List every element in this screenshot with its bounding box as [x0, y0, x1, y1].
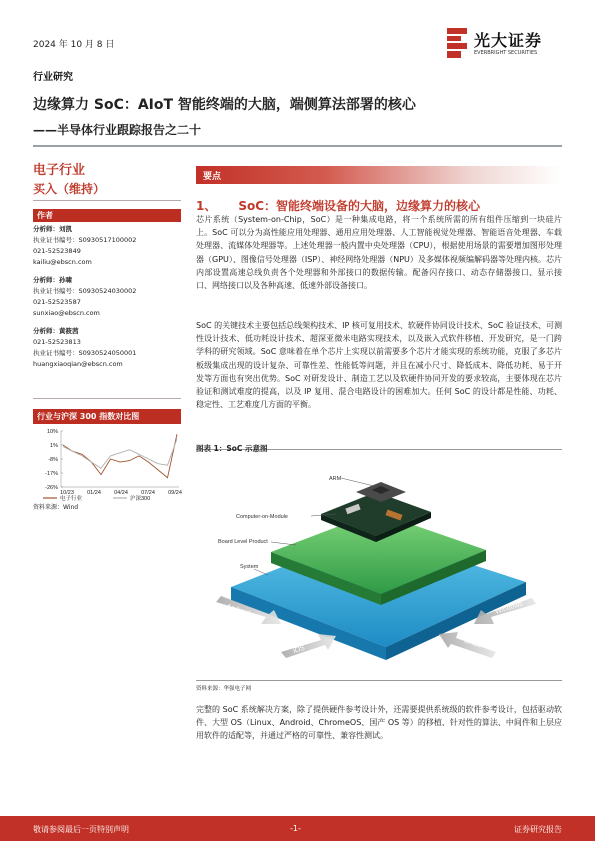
y-tick-label: 1%	[50, 443, 58, 449]
analyst-name: 分析师：刘凯	[33, 225, 72, 233]
x-tick-label: 09/24	[168, 490, 182, 496]
soc-diagram	[196, 452, 562, 676]
analyst-card	[33, 326, 183, 370]
os-arrow	[281, 634, 336, 658]
soc-diagram-svg	[196, 452, 562, 676]
index-chart-header: 行业与沪深 300 指数对比图	[33, 409, 181, 424]
industry-name: 电子行业	[33, 163, 86, 178]
index-chart-svg	[33, 425, 183, 501]
body-paragraph: 完整的 SoC 系统解决方案，除了提供硬件参考设计外，还需要提供系统级的软件参考设计，包括驱动软件、大型 OS（Linux、Android、ChromeOS、国产 OS 等）的移植、针对性的算法、中间件和上层应用软件的适配等，并通过严格的可靠性、兼容性测试。	[196, 705, 562, 741]
figure-label	[196, 436, 562, 453]
figure-source: 资料来源：华强电子网	[196, 680, 562, 692]
analyst-cert: 执业证书编号：S0930524030002	[33, 287, 137, 295]
footer-page-number: -1-	[290, 824, 301, 833]
figure-title: 图表 1：SoC 示意图	[196, 444, 268, 453]
analyst-email[interactable]: sunxiao@ebscn.com	[33, 309, 100, 317]
analyst-cert: 执业证书编号：S0930517100002	[33, 236, 137, 244]
os-windows-label: Windows	[494, 600, 524, 616]
analyst-phone: 021-52523587	[33, 298, 81, 306]
legend-label: 电子行业	[60, 496, 83, 501]
arm-label: ARM	[329, 476, 342, 482]
footer-report-type: 证券研究报告	[514, 825, 562, 834]
title-divider	[33, 145, 562, 147]
company-logo	[447, 26, 567, 66]
x-tick-label: 10/23	[60, 490, 74, 496]
x-tick-label: 04/24	[114, 490, 128, 496]
y-tick-label: 10%	[46, 429, 58, 435]
analyst-phone: 021-52523813	[33, 338, 81, 346]
report-subtitle: ——半导体行业跟踪报告之二十	[33, 123, 202, 137]
section-title: SoC：智能终端设备的大脑，边缘算力的核心	[238, 199, 481, 213]
analyst-email[interactable]: kailiu@ebscn.com	[33, 258, 92, 266]
logo-text-en: EVERBRIGHT SECURITIES	[474, 50, 538, 56]
keypoints-banner	[196, 166, 562, 184]
os-android-label: Android	[225, 603, 251, 618]
sidebar-divider	[33, 200, 181, 201]
analyst-name: 分析师：黄筱茜	[33, 327, 79, 335]
report-category: 行业研究	[33, 72, 73, 83]
keypoints-label: 要点	[203, 172, 222, 182]
report-date: 2024 年 10 月 8 日	[33, 40, 115, 50]
page-footer	[0, 816, 595, 841]
y-tick-label: -17%	[45, 471, 58, 477]
analyst-card	[33, 224, 183, 268]
authors-header: 作者	[33, 209, 181, 222]
footer-disclaimer: 敬请参阅最后一页特别声明	[33, 825, 129, 834]
analyst-name: 分析师：孙啸	[33, 276, 72, 284]
body-paragraph: SoC 的关键技术主要包括总线架构技术、IP 核可复用技术、软硬件协同设计技术、SoC 验证技术、可测性设计技术、低功耗设计技术、超深亚微米电路实现技术，以及嵌入式软件移植、开发研究，是一门跨学科的研究领域。SoC 意味着在单个芯片上实现以前需要多个芯片才能实现的系统功能，克服了多芯片板级集成出现的设计复杂、可靠性差、性能低等问题，并且在减小尺寸、降低成本、降低功耗、易于开发等方面也有突出优势。SoC 对研发设计、制造工艺以及软硬件协同开发的要求较高，主要体现在芯片验证和测试难度的提高，以及 IP 复用、混合电路设计的困难加大。任何 SoC 的设计都是性能、功耗、稳定性、工艺难度几方面的平衡。	[196, 321, 562, 410]
investment-rating: 买入（维持）	[33, 182, 106, 196]
logo-mark-icon	[447, 28, 467, 58]
y-tick-label: -8%	[48, 457, 58, 463]
chart-source: 资料来源：Wind	[33, 504, 79, 511]
analyst-card	[33, 275, 183, 319]
report-title: 边缘算力 SoC：AIoT 智能终端的大脑，端侧算法部署的核心	[33, 97, 416, 113]
section-number: 1、	[196, 199, 217, 213]
analyst-email[interactable]: huangxiaoqian@ebscn.com	[33, 360, 123, 368]
y-tick-label: -26%	[45, 485, 58, 491]
blp-label: Board Level Product	[218, 539, 268, 545]
system-label: System	[240, 564, 259, 570]
series-line	[63, 434, 177, 478]
sidebar-divider	[33, 398, 181, 399]
analyst-phone: 021-52523849	[33, 247, 81, 255]
section-heading	[196, 197, 480, 214]
com-label: Computer-on-Module	[236, 514, 288, 520]
os-ios-label: iOS	[292, 644, 306, 655]
analyst-cert: 执业证书编号：S0930524050001	[33, 349, 137, 357]
os-linux-label: Linux	[463, 637, 482, 650]
x-tick-label: 07/24	[141, 490, 155, 496]
x-tick-label: 01/24	[87, 490, 101, 496]
logo-text-cn: 光大证券	[474, 31, 543, 50]
legend-label: 沪深300	[130, 496, 151, 501]
body-paragraph: 芯片系统（System-on-Chip，SoC）是一种集成电路，将一个系统所需的所有组件压缩到一块硅片上。SoC 可以分为高性能应用处理器、通用应用处理器、人工智能视觉处理器、智能语音处理器、车载处理器、流媒体处理器等。上述处理器一般内置中央处理器（CPU），根据使用场景的需要增加图形处理器（GPU）、图像信号处理器（ISP）、神经网络处理器（NPU）及多媒体视频编解码器等处理内核。芯片内部设置高速总线负责各个处理器和外部接口的数据传输。配备闪存接口、动态存储器接口、显示接口、网络接口以及各种高速、低速外部设备接口。	[196, 215, 562, 291]
